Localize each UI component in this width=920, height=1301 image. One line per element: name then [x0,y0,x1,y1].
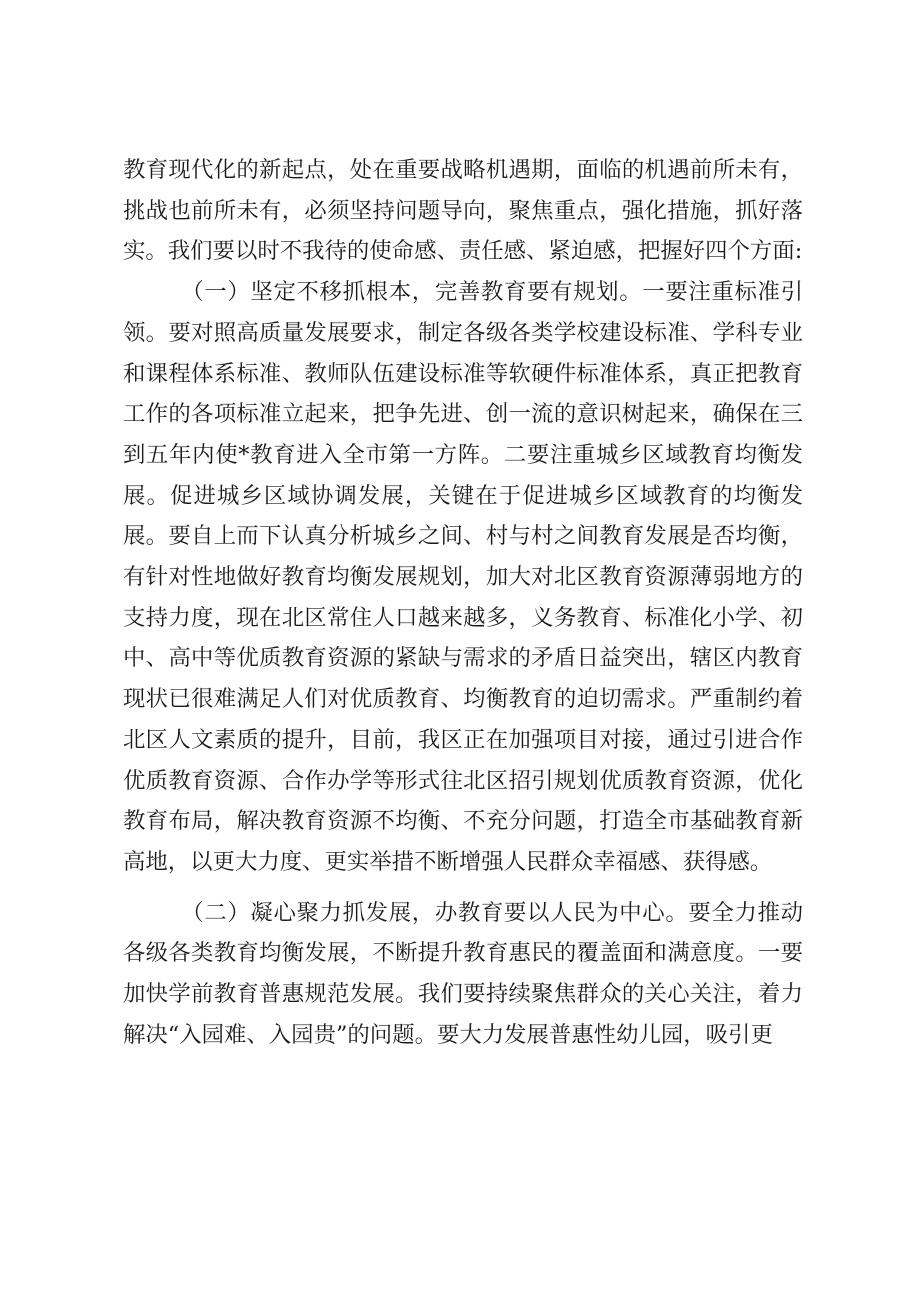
paragraph-section-one: （一）坚定不移抓根本，完善教育要有规划。一要注重标准引领。要对照高质量发展要求，制定各级各类学校建设标准、学科专业和课程体系标准、教师队伍建设标准等软硬件标准体系，真正把教育工作的各项标准立起来，把争先进、创一流的意识树起来，确保在三到五年内使*教育进入全市第一方阵。二要注重城乡区域教育均衡发展。促进城乡区域协调发展，关键在于促进城乡区域教育的均衡发展。要自上而下认真分析城乡之间、村与村之间教育发展是否均衡，有针对性地做好教育均衡发展规划，加大对北区教育资源薄弱地方的支持力度，现在北区常住人口越来越多，义务教育、标准化小学、初中、高中等优质教育资源的紧缺与需求的矛盾日益突出，辖区内教育现状已很难满足人们对优质教育、均衡教育的迫切需求。严重制约着北区人文素质的提升，目前，我区正在加强项目对接，通过引进合作优质教育资源、合作办学等形式往北区招引规划优质教育资源，优化教育布局，解决教育资源不均衡、不充分问题，打造全市基础教育新高地，以更大力度、更实举措不断增强人民群众幸福感、获得感。 [123,279,803,875]
paragraph-continuation: 教育现代化的新起点，处在重要战略机遇期，面临的机遇前所未有，挑战也前所未有，必须坚持问题导向，聚焦重点，强化措施，抓好落实。我们要以时不我待的使命感、责任感、紧迫感，把握好四个方面: [123,157,803,265]
paragraph-section-two: （二）凝心聚力抓发展，办教育要以人民为中心。要全力推动各级各类教育均衡发展，不断提升教育惠民的覆盖面和满意度。一要加快学前教育普惠规范发展。我们要持续聚焦群众的关心关注，着力解决“入园难、入园贵”的问题。要大力发展普惠性幼儿园，吸引更 [123,899,803,1048]
body-text [123,150,803,1055]
